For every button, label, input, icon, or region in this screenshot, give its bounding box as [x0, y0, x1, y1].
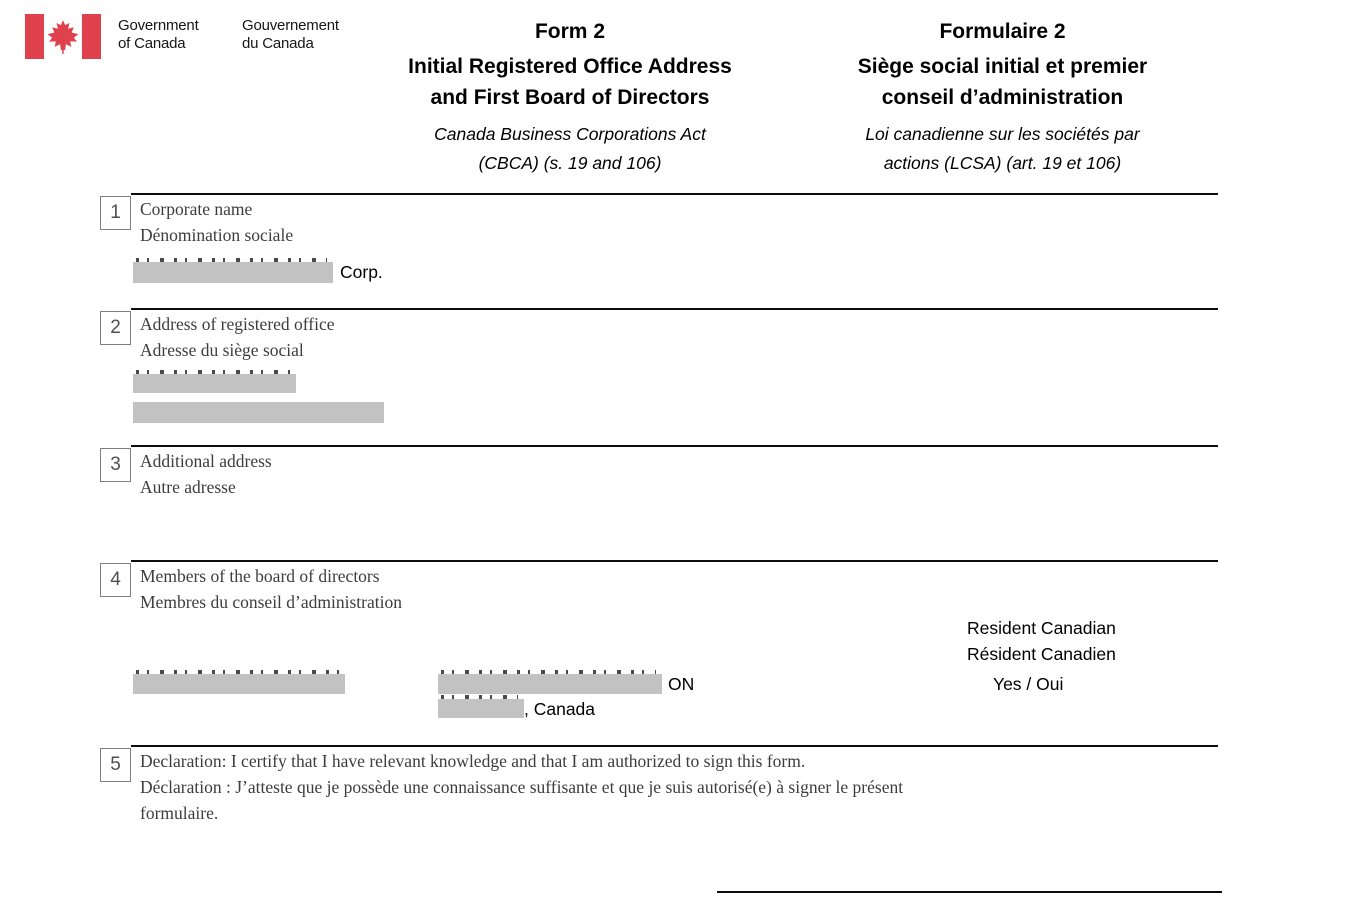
form-title-en — [335, 44, 805, 113]
form-title-fr-line1: Siège social initial et premier — [857, 55, 1148, 78]
section-4-divider — [131, 560, 1218, 562]
signature-line — [717, 891, 1222, 893]
declaration-en: Declaration: I certify that I have relevant knowledge and that I am authorized to sign this form. — [140, 751, 806, 771]
section-4-label — [140, 563, 402, 615]
redaction-bar-director-postal — [438, 699, 524, 718]
redaction-bar-office-address-line2 — [133, 402, 384, 423]
act-en-line2: (CBCA) (s. 19 and 106) — [478, 153, 662, 173]
section-4-label-en: Members of the board of directors — [140, 566, 380, 586]
section-1-label-fr: Dénomination sociale — [140, 225, 294, 245]
director-province: ON — [668, 674, 695, 694]
redaction-bar-director-name — [133, 674, 345, 694]
declaration-fr-line2: formulaire. — [140, 803, 219, 823]
form-title-fr-line2: conseil d’administration — [881, 86, 1124, 109]
act-reference-en — [335, 113, 805, 178]
section-3-label — [140, 448, 272, 500]
form-number-en: Form 2 — [534, 20, 605, 43]
act-reference-fr — [790, 113, 1215, 178]
director-resident-value: Yes / Oui — [993, 674, 1064, 694]
wordmark-english — [118, 17, 199, 53]
section-3-label-fr: Autre adresse — [140, 477, 236, 497]
wordmark-en-line1: Government — [118, 17, 199, 34]
flag-left-bar — [25, 14, 44, 59]
section-5-number: 5 — [100, 748, 131, 782]
section-2-label — [140, 311, 335, 363]
declaration-text — [140, 748, 1150, 826]
form-number-fr: Formulaire 2 — [939, 20, 1066, 43]
section-4-label-fr: Membres du conseil d’administration — [140, 592, 402, 612]
redaction-bar-corporate-name — [133, 262, 333, 283]
wordmark-en-line2: of Canada — [118, 35, 186, 52]
director-country: , Canada — [524, 699, 596, 719]
section-1-label — [140, 196, 293, 248]
declaration-fr-line1: Déclaration : J’atteste que je possède une connaissance suffisante et que je suis autorisé(e) à signer le présent — [140, 777, 904, 797]
section-2-number: 2 — [100, 311, 131, 345]
section-5-divider — [131, 745, 1218, 747]
corporate-name-suffix: Corp. — [340, 262, 383, 282]
flag-right-bar — [82, 14, 101, 59]
section-3-divider — [131, 445, 1218, 447]
section-4-number: 4 — [100, 563, 131, 597]
canada-flag-icon — [25, 14, 101, 59]
section-1-divider — [131, 193, 1218, 195]
resident-canadian-header-fr: Résident Canadien — [967, 644, 1116, 664]
resident-canadian-header-en: Resident Canadian — [967, 618, 1116, 638]
section-2-label-fr: Adresse du siège social — [140, 340, 304, 360]
redaction-bar-office-address-line1 — [133, 374, 296, 393]
form-title-en-line2: and First Board of Directors — [430, 86, 710, 109]
redaction-bar-director-address — [438, 674, 662, 694]
form-title-fr — [790, 44, 1215, 113]
act-en-line1: Canada Business Corporations Act — [434, 124, 706, 144]
title-french — [790, 0, 1215, 178]
act-fr-line1: Loi canadienne sur les sociétés par — [865, 124, 1140, 144]
maple-leaf-icon — [45, 17, 81, 57]
form-title-en-line1: Initial Registered Office Address — [408, 55, 732, 78]
section-1-label-en: Corporate name — [140, 199, 253, 219]
wordmark-fr-line2: du Canada — [242, 35, 314, 52]
wordmark-fr-line1: Gouvernement — [242, 17, 339, 34]
title-english — [335, 0, 805, 178]
section-2-label-en: Address of registered office — [140, 314, 335, 334]
wordmark-french — [242, 17, 339, 53]
section-3-label-en: Additional address — [140, 451, 272, 471]
section-1-number: 1 — [100, 196, 131, 230]
section-3-number: 3 — [100, 448, 131, 482]
act-fr-line2: actions (LCSA) (art. 19 et 106) — [883, 153, 1122, 173]
section-2-divider — [131, 308, 1218, 310]
